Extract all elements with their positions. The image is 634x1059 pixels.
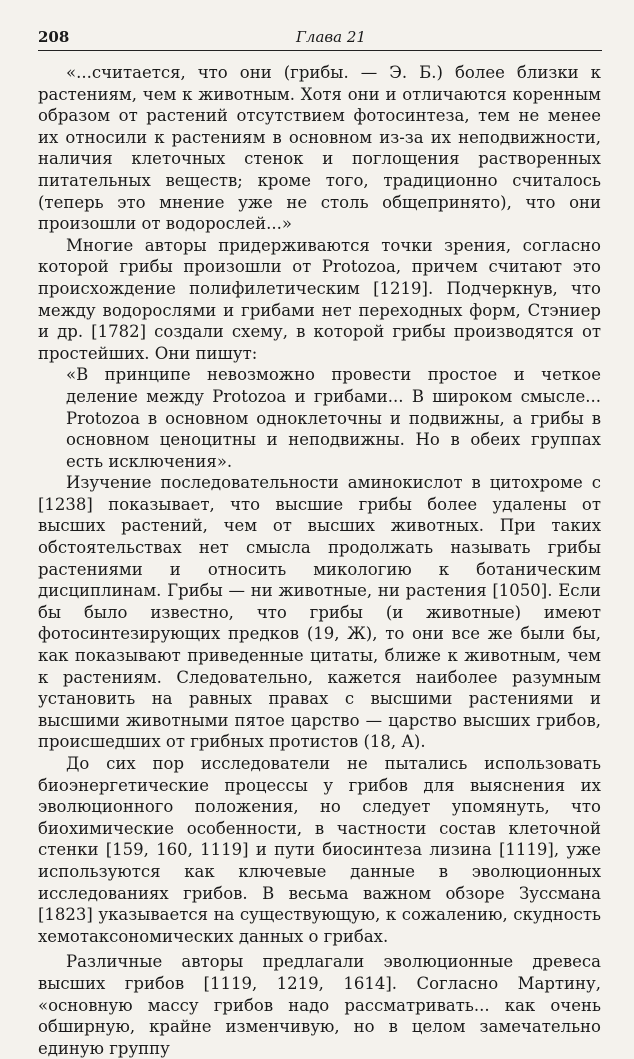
header-rule: [38, 50, 602, 51]
page-number: 208: [38, 28, 70, 46]
page-body: [38, 62, 601, 1059]
paragraph: Различные авторы предлагали эволюционные древеса высших грибов [1119, 1219, 1614]. Согласно Мартину, «основную массу грибов надо рассматривать... как очень обширную, крайне изменчивую, но в целом замечательно единую группу: [38, 952, 601, 1058]
paragraph: До сих пор исследователи не пытались использовать биоэнергетические процессы у грибов для выяснения их эволюционного положения, но следует упомянуть, что биохимические особенности, в частности состав клеточной стенки [159, 160, 1119] и пути биосинтеза лизина [1119], уже используются как ключевые данные в эволюционных исследованиях грибов. В весьма важном обзоре Зуссмана [1823] указывается на существующую, к сожалению, скудность хемотаксономических данных о грибах.: [38, 754, 601, 946]
paragraph: Многие авторы придерживаются точки зрения, согласно которой грибы произошли от Protozoa, причем считают это происхождение полифилетическим [1219]. Подчеркнув, что между водорослями и грибами нет переходных форм, Стэниер и др. [1782] создали схему, в которой грибы производятся от простейших. Они пишут:: [38, 235, 601, 363]
paragraph: Изучение последовательности аминокислот в цитохроме c [1238] показывает, что высшие грибы более удалены от высших растений, чем от высших животных. При таких обстоятельствах нет смысла продолжать называть грибы растениями и относить микологию к ботаническим дисциплинам. Грибы — ни животные, ни растения [1050]. Если бы было известно, что грибы (и животные) имеют фотосинтезирующих предков (19, Ж), то они все же были бы, как показывают приведенные цитаты, ближе к животным, чем к растениям. Следовательно, кажется наиболее разумным установить на равных правах с высшими растениями и высшими животными пятое царство — царство высших грибов, происшедших от грибных протистов (18, А).: [38, 473, 601, 752]
quote-paragraph: «В принципе невозможно провести простое и четкое деление между Protozoa и грибами... В широком смысле... Protozoa в основном одноклеточны и подвижны, а грибы в основном ценоцитны и неподвижны. Но в обеих группах есть исключения».: [66, 365, 601, 471]
quote-paragraph: «...считается, что они (грибы. — Э. Б.) более близки к растениям, чем к животным. Хотя они и отличаются коренным образом от растений отсутствием фотосинтеза, тем не менее их относили к растениям в основном из-за их неподвижности, наличия клеточных стенок и поглощения растворенных питательных веществ; кроме того, традиционно считалось (теперь это мнение уже не столь общепринято), что они произошли от водорослей...»: [38, 63, 601, 234]
chapter-title: Глава 21: [296, 28, 366, 46]
page-header: [38, 28, 602, 50]
